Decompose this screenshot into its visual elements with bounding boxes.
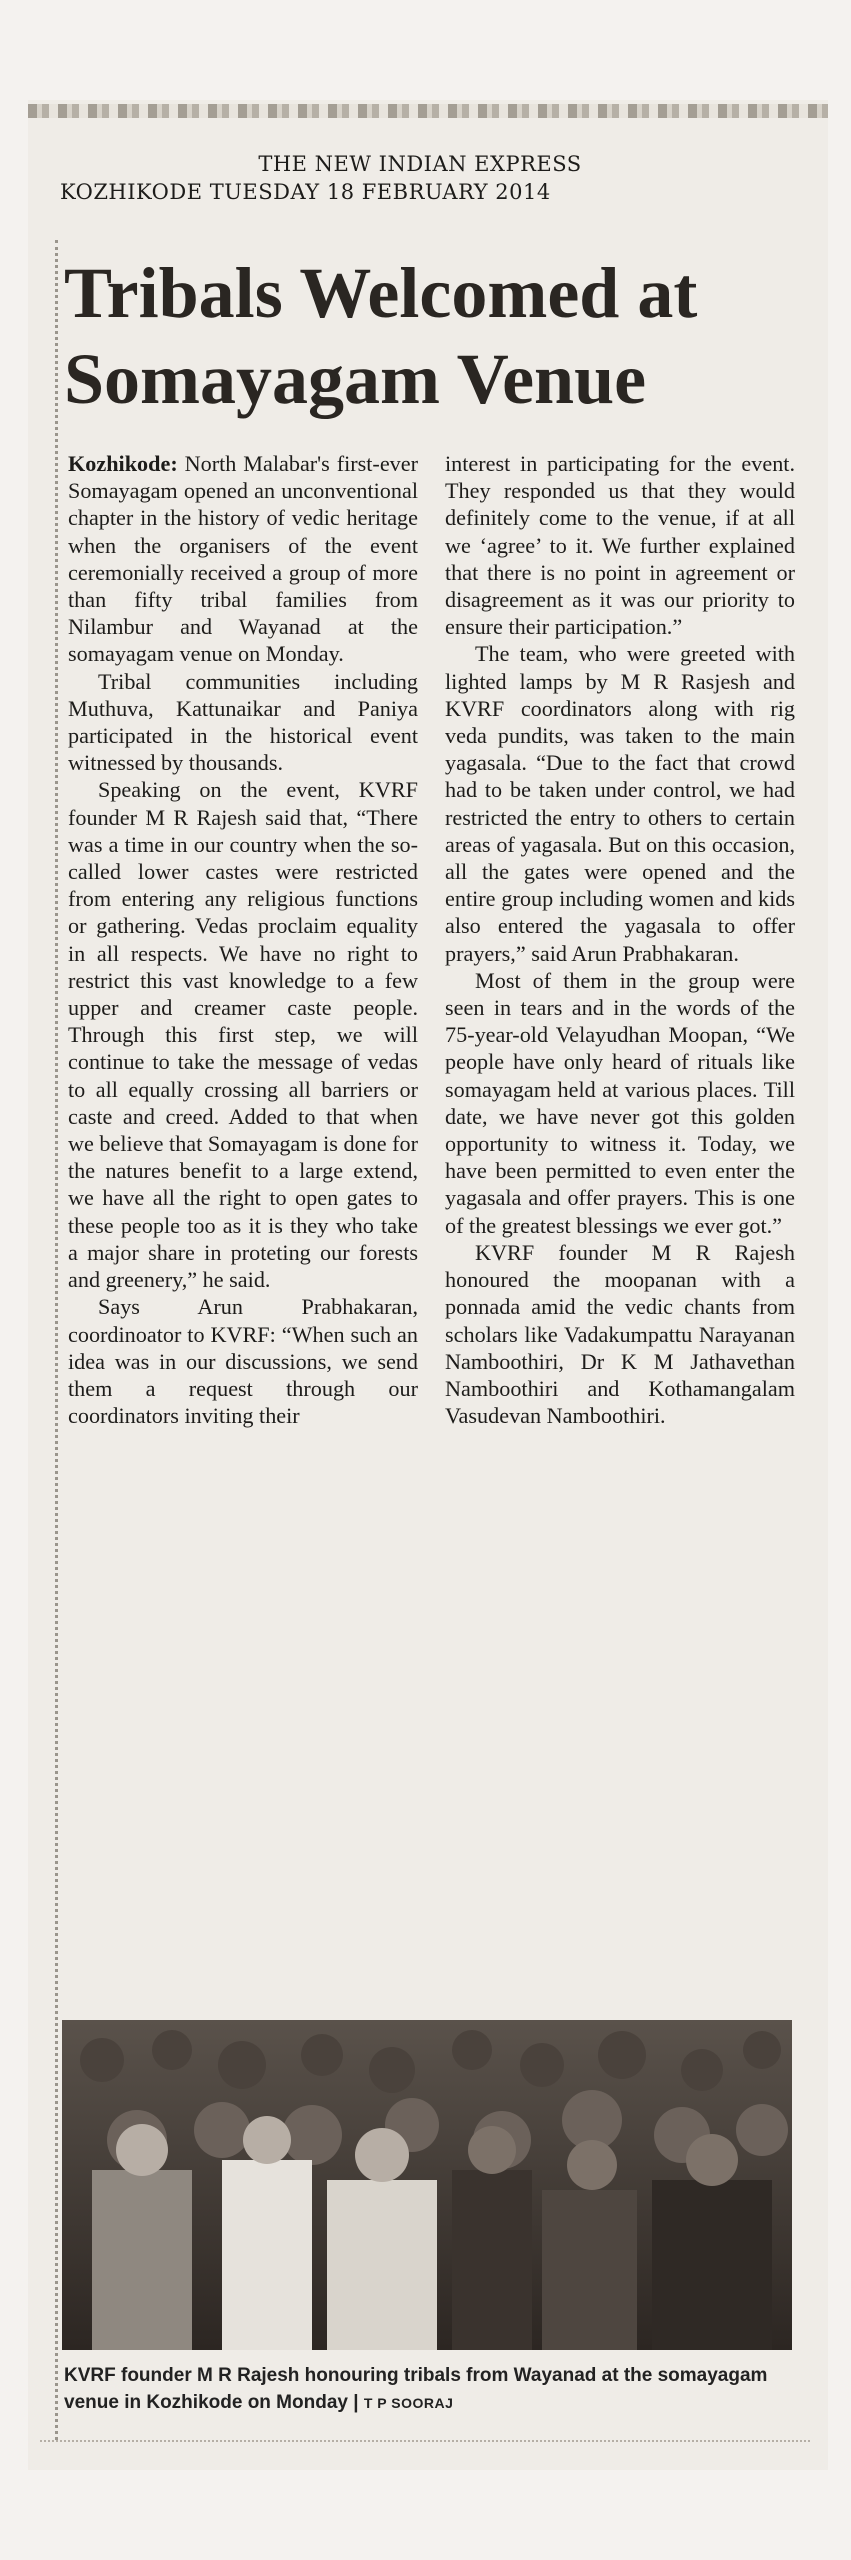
masthead (60, 150, 780, 206)
paragraph: KVRF founder M R Rajesh honoured the moopanan with a ponnada amid the vedic chants from scholars like Vadakumpattu Narayanan Namboothiri, Dr K M Jathavethan Namboothiri and Kothamangalam Vasudevan Namboothiri. (445, 1239, 795, 1429)
caption-text: KVRF founder M R Rajesh honouring tribals from Wayanad at the somayagam venue in Kozhikode on Monday (64, 2365, 768, 2413)
article-column-right (445, 450, 795, 1429)
paragraph: Kozhikode: North Malabar's first-ever Somayagam opened an unconventional chapter in the history of vedic heritage when the organisers of the event ceremonially received a group of more than fifty tribal families from Nilambur and Wayanad at the somayagam venue on Monday. (68, 451, 419, 667)
paragraph: Tribal communities including Muthuva, Kattunaikar and Paniya participated in the historical event witnessed by thousands. (68, 668, 418, 776)
paragraph: interest in participating for the event. They responded us that they would definitely come to the venue, if at all we ‘agree’ to it. We further explained that there is no point in agreement or disagreement as it was our priority to ensure their participation.” (445, 451, 795, 640)
bottom-divider (40, 2440, 810, 2442)
photo-credit: T P SOORAJ (363, 2395, 454, 2411)
article-column-left (68, 450, 418, 1429)
torn-paper-edge (28, 104, 828, 118)
paper-name: THE NEW INDIAN EXPRESS (258, 152, 582, 176)
paragraph: Says Arun Prabhakaran, coordinoator to KVRF: “When such an idea was in our discussions, we send them a request through our coordinators inviting their (68, 1294, 418, 1429)
paragraph: Speaking on the event, KVRF founder M R Rajesh said that, “There was a time in our country when the so-called lower castes were restricted from entering any religious functions or gathering. Vedas proclaim equality in all respects. We have no right to restrict this vast knowledge to a few upper and creamer caste people. Through this first step, we will continue to take the message of vedas to all equally crossing all barriers or caste and creed. Added to that when we believe that Somayagam is done for the natures benefit to a large extend, we have all the right to open gates to these people too as it is they who take a major share in proteting our forests and greenery,” he said. (68, 777, 418, 1293)
paragraph: Most of them in the group were seen in tears and in the words of the 75-year-old Velayudhan Moopan, “We people have only heard of rituals like somayagam held at various places. Till date, we have never got this golden opportunity to witness it. Today, we have been permitted to even enter the yagasala and offer prayers. This is one of the greatest blessings we ever got.” (445, 967, 795, 1238)
paragraph: The team, who were greeted with lighted lamps by M R Rasjesh and KVRF coordinators along with rig veda pundits, was taken to the main yagasala. “Due to the fact that crowd had to be taken under control, we had restricted the entry to others to certain areas of yagasala. But on this occasion, all the gates were opened and the entire group including women and kids also entered the yagasala to offer prayers,” said Arun Prabhakaran. (445, 641, 795, 966)
photo-caption: KVRF founder M R Rajesh honouring tribals from Wayanad at the somayagam venue in Kozhikode on Monday | T P SOORAJ (64, 2365, 768, 2413)
news-photo (62, 2020, 792, 2350)
dateline: Kozhikode: (68, 451, 178, 476)
dotted-margin-line (55, 240, 58, 2440)
headline: Tribals Welcomed at Somayagam Venue (64, 253, 698, 419)
edition-date: KOZHIKODE TUESDAY 18 FEBRUARY 2014 (60, 180, 551, 204)
crowd-photo-image (62, 2020, 792, 2350)
